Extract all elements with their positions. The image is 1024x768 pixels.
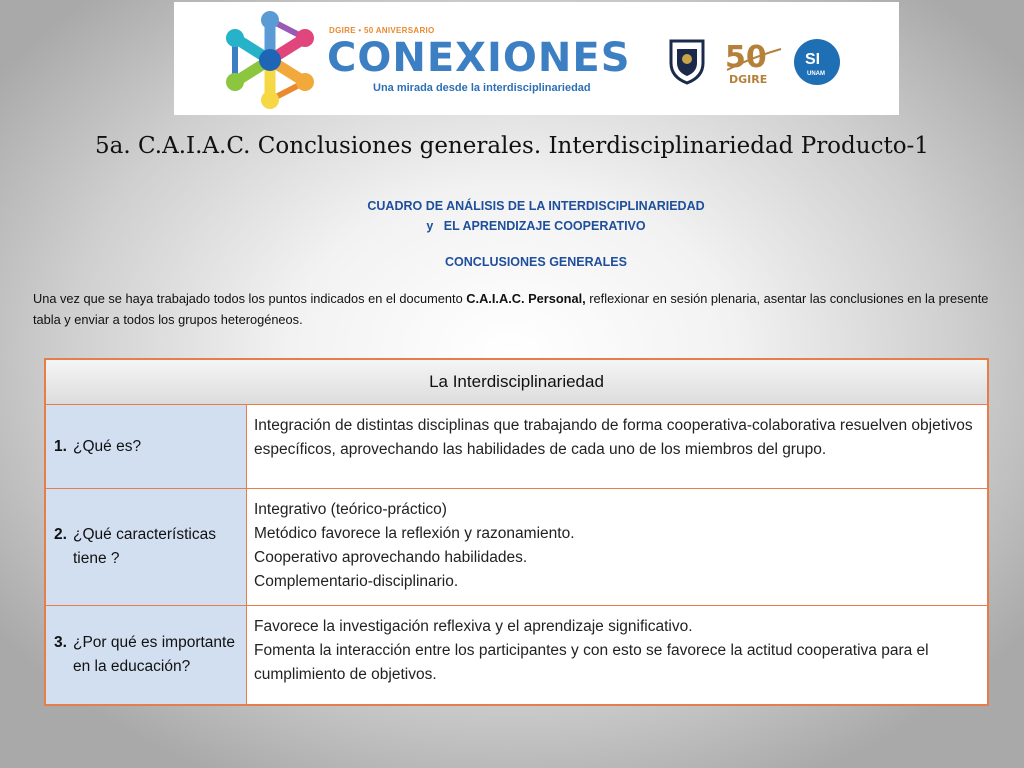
slide-title: 5a. C.A.I.A.C. Conclusiones generales. Interdisciplinariedad Producto-1 (95, 133, 929, 159)
answer-line: Favorece la investigación reflexiva y el aprendizaje significativo. (254, 618, 693, 635)
intro-text-before: Una vez que se haya trabajado todos los puntos indicados en el documento (33, 291, 467, 306)
heading-line-1: CUADRO DE ANÁLISIS DE LA INTERDISCIPLINARIEDAD (367, 199, 705, 213)
network-logo-icon (220, 10, 320, 110)
interdisciplinariedad-table (44, 358, 989, 706)
answer-line: Integración de distintas disciplinas que trabajando de forma cooperativa-colaborativa resuelven objetivos específicos, aprovechando las habilidades de cada uno de los miembros del grupo. (254, 417, 973, 458)
table-row (45, 606, 988, 705)
unam-seal-icon (663, 37, 711, 85)
analysis-heading (330, 196, 742, 272)
table-header: La Interdisciplinariedad (45, 359, 988, 405)
answer-cell (247, 606, 989, 705)
si-unam-logo-icon (791, 38, 843, 86)
intro-text-after: reflexionar en sesión plenaria, asentar las conclusiones en la presente tabla y enviar a todos los grupos heterogéneos. (33, 291, 989, 327)
answer-line: Cooperativo aprovechando habilidades. (254, 549, 528, 566)
question-text: ¿Por qué es importante en la educación? (73, 633, 235, 675)
question-text: ¿Qué es? (73, 437, 142, 455)
question-number: 2. (54, 526, 67, 543)
conexiones-banner (174, 2, 899, 115)
question-text: ¿Qué características tiene ? (73, 526, 216, 567)
answer-cell (247, 489, 989, 606)
answer-line: Metódico favorece la reflexión y razonamiento. (254, 525, 575, 542)
question-cell (45, 489, 247, 606)
answer-line: Fomenta la interacción entre los participantes y con esto se favorece la actitud cooperativa para el cumplimiento de objetivos. (254, 642, 929, 683)
question-cell (45, 405, 247, 489)
dgire-text: DGIRE (729, 73, 768, 86)
question-number: 3. (54, 633, 67, 651)
answer-cell (247, 405, 989, 489)
question-number: 1. (54, 437, 67, 455)
heading-conclusiones: CONCLUSIONES GENERALES (445, 255, 627, 269)
table-row (45, 489, 988, 606)
answer-line: Integrativo (teórico-práctico) (254, 501, 447, 518)
table-header-row (45, 359, 988, 405)
dgire-number: 50 (725, 40, 767, 75)
banner-subtitle: Una mirada desde la interdisciplinariedad (373, 82, 591, 94)
heading-line-2: y EL APRENDIZAJE COOPERATIVO (426, 219, 646, 233)
intro-text-bold: C.A.I.A.C. Personal, (466, 291, 586, 306)
intro-paragraph (33, 288, 999, 330)
banner-brand-name: CONEXIONES (327, 35, 631, 81)
answer-line: Complementario-disciplinario. (254, 573, 459, 590)
dgire-50-logo-icon (723, 37, 783, 87)
si-subtext: UNAM (807, 71, 825, 77)
table-row (45, 405, 988, 489)
banner-anniversary-text: DGIRE • 50 ANIVERSARIO (329, 26, 435, 35)
si-text: SI (805, 51, 821, 68)
question-cell (45, 606, 247, 705)
